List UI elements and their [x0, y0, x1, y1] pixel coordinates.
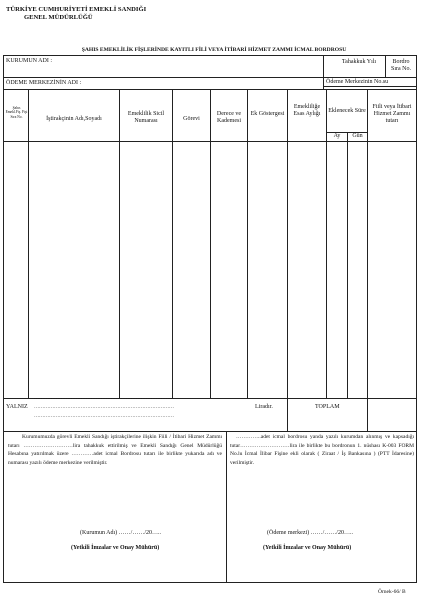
in-words-dots-1: …………………………………………………………………………	[34, 396, 174, 401]
col-duty: Görevi	[183, 116, 200, 122]
institution-sign-line: (Kurumun Adı) ……/……/20…..	[80, 530, 161, 536]
in-words-label: YALNIZ	[6, 404, 28, 410]
org-unit: GENEL MÜDÜRLÜĞÜ	[24, 14, 93, 21]
col-added-period: Eklenecek Süre	[328, 108, 366, 114]
payroll-no-label: Bordro Sıra No.	[391, 59, 411, 72]
payment-center-sign-title: (Yetkili İmzalar ve Onay Mühürü)	[263, 545, 352, 551]
total-label: TOPLAM	[315, 404, 340, 410]
payment-center-label: ÖDEME MERKEZİNİN ADI :	[6, 80, 82, 86]
form-frame	[3, 55, 417, 583]
payment-center-statement: …………..adet icmal bordrosu yanda yazılı kurumdan alınmış ve kapsadığı tutar………………………lira ile birlikte bu bordronun 1. nüshası K-003 FORM No.lu İcmal İlibar Fişine ekli olarak ( Ziraat / İş Bankasına ) (PTT İdaresine) verilmiştir.	[230, 434, 414, 466]
payment-center-no-label: Ödeme Merkezinin No.su	[326, 79, 389, 85]
subcol-day: Gün	[352, 133, 363, 139]
currency-label: Liradır.	[255, 404, 273, 410]
institution-label: KURUMUN ADI :	[6, 58, 53, 64]
col-name: İştirakçinin Adı,Soyadı	[46, 116, 102, 122]
col-fis-sira-no: Şahıs Emekl.Fiş. Fişi Sıra No.	[5, 106, 28, 119]
col-grade: Derece ve Kademesi	[216, 111, 242, 124]
col-base-salary: Emekliliğe Esas Aylığı	[293, 104, 321, 117]
payment-center-sign-line: (Ödeme merkezi) ……/……/20…..	[267, 530, 353, 536]
org-name: TÜRKİYE CUMHURİYETİ EMEKLİ SANDIĞI	[6, 6, 147, 13]
accrual-year-label: Tahakkuk Yılı	[341, 59, 377, 65]
form-code: Örnek-66/ B	[378, 589, 406, 595]
in-words-dots-2: …………………………………………………………………………	[34, 405, 174, 410]
col-extra-indicator: Ek Göstergesi	[250, 111, 285, 117]
col-service-bonus: Fiili veya İtibari Hizmet Zammı tutarı	[372, 104, 412, 124]
in-words-dots-3: …………………………………………………………………………	[34, 414, 174, 419]
subcol-month: Ay	[333, 133, 341, 139]
form-title: ŞAHIS EMEKLİLİK FİŞLERİNDE KAYITLI FİLİ VEYA İTİBARİ HİZMET ZAMMI İCMAL BORDROSU	[81, 47, 347, 53]
institution-sign-title: (Yetkili İmzalar ve Onay Mühürü)	[71, 545, 160, 551]
col-pension-no: Emeklilik Sicil Numarası	[127, 111, 165, 124]
institution-statement: Kurumumuzda görevli Emekli Sandığı iştirakçilerine ilişkin Fiili / İtibari Hizmet Zammı tutarı ………………………lira tahakkuk ettirilmiş ve Emekli Sandığı Genel Müdürlüğü Hesabına yatırılmak üzere …………adet icmal Bordrosu tutarı ile birlikte yukarıda adı ve numarası yazılı ödeme merkezine verilmiştir.	[8, 434, 222, 466]
